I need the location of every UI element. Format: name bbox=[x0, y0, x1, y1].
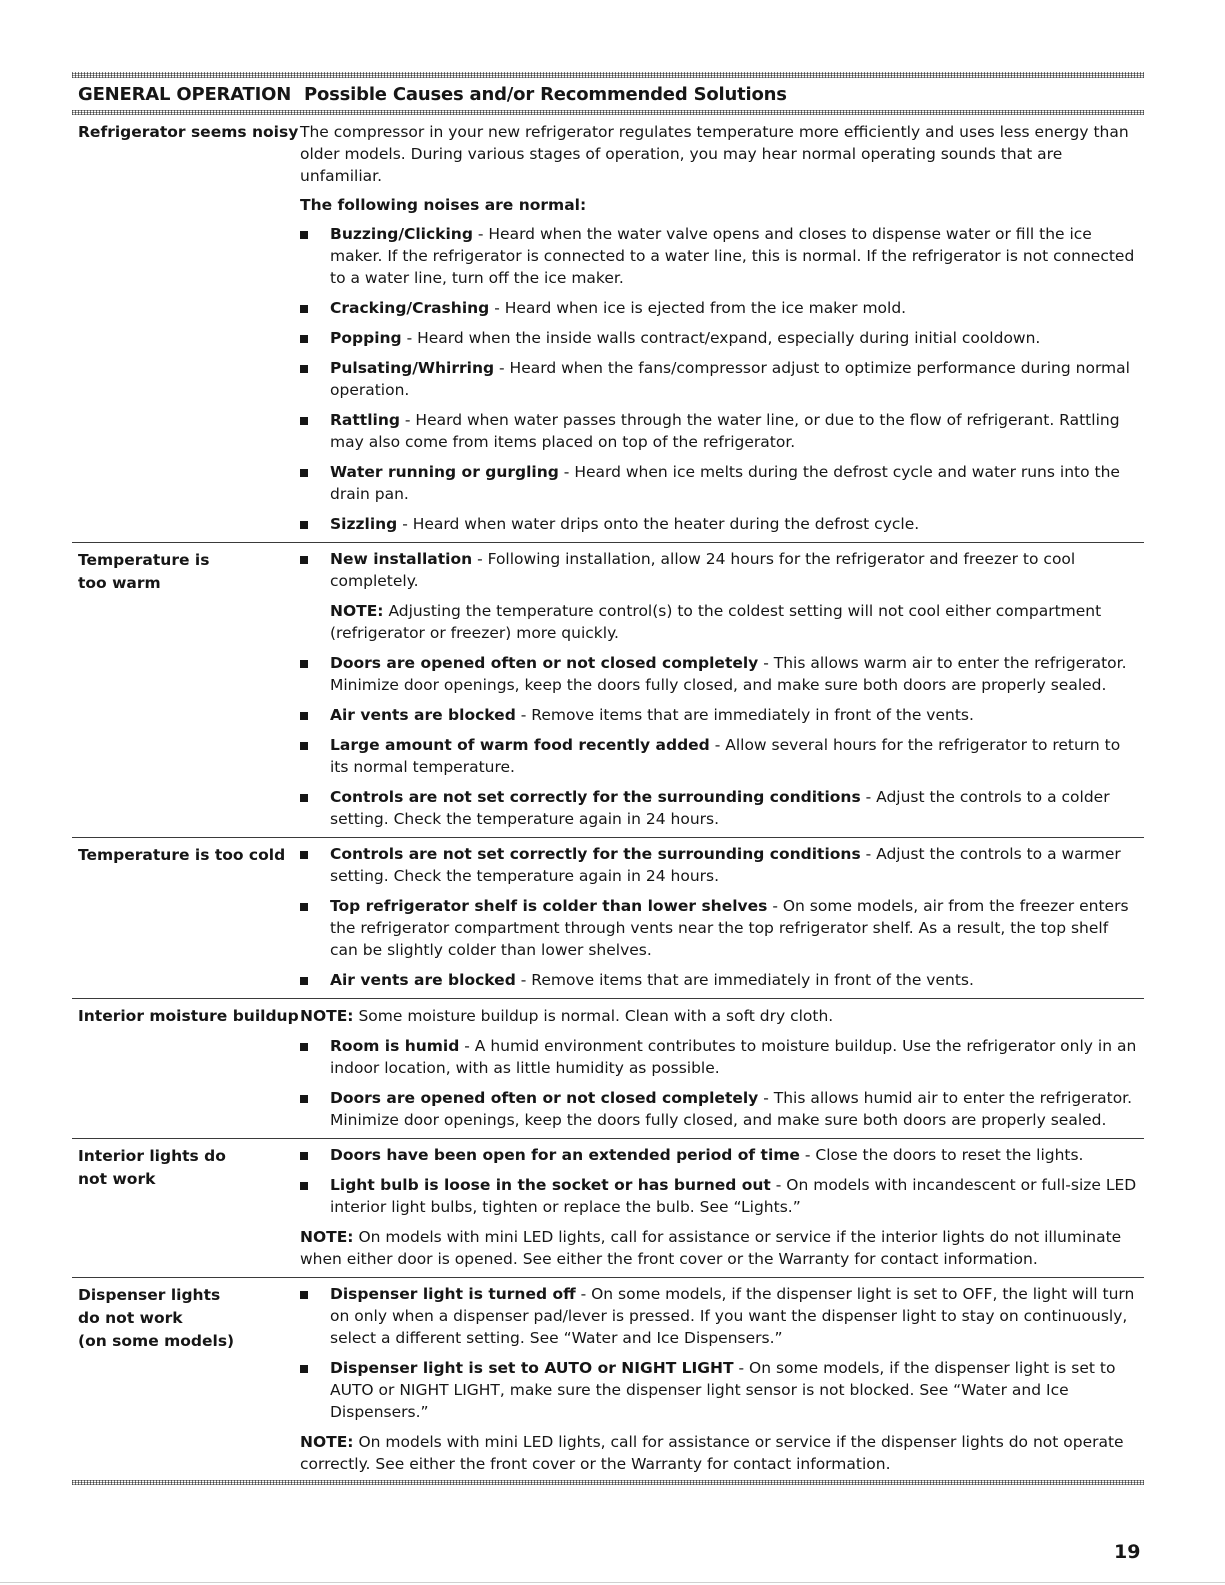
list-item bbox=[300, 461, 1138, 505]
item-text: - Heard when ice melts during the defrost cycle and water runs into the drain pan. bbox=[330, 463, 1120, 503]
list-item bbox=[300, 786, 1138, 830]
note-label: NOTE: bbox=[300, 1007, 354, 1025]
bullet-square-icon bbox=[300, 786, 330, 830]
item-term: Doors are opened often or not closed completely bbox=[330, 1089, 759, 1107]
item-term: Air vents are blocked bbox=[330, 971, 516, 989]
solution-cell bbox=[300, 843, 1144, 993]
item-text: - Heard when water passes through the water line, or due to the flow of refrigerant. Rattling may also come from items placed on top of the refrigerator. bbox=[330, 411, 1120, 451]
item-text: - This allows warm air to enter the refrigerator. Minimize door openings, keep the doors fully closed, and make sure both doors are properly sealed. bbox=[330, 654, 1127, 694]
cause-line: (on some models) bbox=[78, 1332, 235, 1350]
bullet-square-icon bbox=[300, 1174, 330, 1218]
bullet-square-icon bbox=[300, 1283, 330, 1349]
item-text: - Heard when ice is ejected from the ice maker mold. bbox=[489, 299, 907, 317]
item-term: Room is humid bbox=[330, 1037, 460, 1055]
cause-line: Interior moisture buildup bbox=[78, 1007, 299, 1025]
cause-label bbox=[72, 1144, 300, 1272]
item-term: Large amount of warm food recently added bbox=[330, 736, 710, 754]
item-text: - Heard when the fans/compressor adjust to optimize performance during normal operation. bbox=[330, 359, 1130, 399]
item-text: - On models with incandescent or full-size LED interior light bulbs, tighten or replace the bulb. See “Lights.” bbox=[330, 1176, 1137, 1216]
item-term: Water running or gurgling bbox=[330, 463, 559, 481]
header-general-operation: GENERAL OPERATION bbox=[78, 83, 292, 105]
note-label: NOTE: bbox=[300, 1433, 354, 1451]
item-term: Doors have been open for an extended period of time bbox=[330, 1146, 800, 1164]
cause-label bbox=[72, 843, 300, 993]
solution-cell bbox=[300, 1144, 1144, 1272]
list-item bbox=[300, 895, 1138, 961]
item-term: Light bulb is loose in the socket or has burned out bbox=[330, 1176, 771, 1194]
bullet-square-icon bbox=[300, 1035, 330, 1079]
list-item bbox=[300, 843, 1138, 887]
cause-label bbox=[72, 120, 300, 537]
note-text bbox=[300, 1431, 1138, 1475]
bullet-square-icon bbox=[300, 223, 330, 289]
cause-line: Temperature is bbox=[78, 551, 210, 569]
item-text: - Heard when the inside walls contract/expand, especially during initial cooldown. bbox=[401, 329, 1041, 347]
bullet-square-icon bbox=[300, 652, 330, 696]
bullet-square-icon bbox=[300, 734, 330, 778]
item-term: Dispenser light is turned off bbox=[330, 1285, 576, 1303]
item-text: - Adjust the controls to a colder setting. Check the temperature again in 24 hours. bbox=[330, 788, 1110, 828]
cause-line: Dispenser lights bbox=[78, 1286, 221, 1304]
item-term: Top refrigerator shelf is colder than lower shelves bbox=[330, 897, 768, 915]
item-text: - Heard when water drips onto the heater during the defrost cycle. bbox=[397, 515, 920, 533]
list-item bbox=[300, 513, 1138, 535]
bullet-square-icon bbox=[300, 704, 330, 726]
item-term: Cracking/Crashing bbox=[330, 299, 490, 317]
list-item bbox=[300, 1144, 1138, 1166]
note-body: Some moisture buildup is normal. Clean with a soft dry cloth. bbox=[353, 1007, 834, 1025]
item-term: Doors are opened often or not closed completely bbox=[330, 654, 759, 672]
item-term: Controls are not set correctly for the surrounding conditions bbox=[330, 845, 861, 863]
note-text bbox=[300, 1005, 1138, 1027]
item-text: - This allows humid air to enter the refrigerator. Minimize door openings, keep the doors fully closed, and make sure both doors are properly sealed. bbox=[330, 1089, 1133, 1129]
item-term: Controls are not set correctly for the surrounding conditions bbox=[330, 788, 861, 806]
page-number: 19 bbox=[1114, 1541, 1141, 1563]
item-term: Dispenser light is set to AUTO or NIGHT LIGHT bbox=[330, 1359, 734, 1377]
note-text bbox=[300, 1226, 1138, 1270]
bullet-square-icon bbox=[300, 895, 330, 961]
cause-line: too warm bbox=[78, 574, 161, 592]
note-label: NOTE: bbox=[330, 602, 384, 620]
cause-line: Temperature is too cold bbox=[78, 846, 286, 864]
solution-cell bbox=[300, 1004, 1144, 1133]
row-refrigerator-noisy bbox=[72, 115, 1144, 543]
intro-text: The compressor in your new refrigerator regulates temperature more efficiently and uses less energy than older models. During various stages of operation, you may hear normal operating sounds that are unfamiliar. bbox=[300, 123, 1129, 185]
list-item bbox=[300, 1035, 1138, 1079]
item-text: - Allow several hours for the refrigerator to return to its normal temperature. bbox=[330, 736, 1121, 776]
bullet-square-icon bbox=[300, 297, 330, 319]
cause-label bbox=[72, 548, 300, 832]
item-text: - Heard when the water valve opens and closes to dispense water or fill the ice maker. If the refrigerator is connected to a water line, this is normal. If the refrigerator is not connected to a water line, turn off the ice maker. bbox=[330, 225, 1135, 287]
item-term: Pulsating/Whirring bbox=[330, 359, 495, 377]
note-text bbox=[330, 600, 1138, 644]
item-term: Popping bbox=[330, 329, 402, 347]
list-item bbox=[300, 327, 1138, 349]
header-possible-causes: Possible Causes and/or Recommended Solutions bbox=[304, 83, 787, 105]
list-item bbox=[300, 548, 1138, 592]
note-label: NOTE: bbox=[300, 1228, 354, 1246]
cause-line: Refrigerator seems noisy bbox=[78, 123, 299, 141]
bullet-square-icon bbox=[300, 843, 330, 887]
cause-line: do not work bbox=[78, 1309, 183, 1327]
table-header bbox=[72, 78, 1144, 110]
list-item bbox=[300, 1087, 1138, 1131]
item-term: New installation bbox=[330, 550, 473, 568]
list-item bbox=[300, 734, 1138, 778]
item-text: - Remove items that are immediately in front of the vents. bbox=[515, 706, 974, 724]
normal-noises-heading: The following noises are normal: bbox=[300, 196, 587, 214]
bullet-square-icon bbox=[300, 1357, 330, 1423]
bullet-square-icon bbox=[300, 969, 330, 991]
bullet-square-icon bbox=[300, 1087, 330, 1131]
list-item bbox=[300, 652, 1138, 696]
solution-cell bbox=[300, 548, 1144, 832]
row-temperature-too-cold bbox=[72, 838, 1144, 999]
row-dispenser-lights bbox=[72, 1278, 1144, 1480]
item-term: Rattling bbox=[330, 411, 400, 429]
bottom-hatch-rule bbox=[72, 1480, 1144, 1485]
list-item bbox=[300, 1357, 1138, 1423]
note-body: Adjusting the temperature control(s) to the coldest setting will not cool either compartment (refrigerator or freezer) more quickly. bbox=[330, 602, 1102, 642]
list-item bbox=[300, 357, 1138, 401]
item-text: - A humid environment contributes to moisture buildup. Use the refrigerator only in an indoor location, with as little humidity as possible. bbox=[330, 1037, 1137, 1077]
list-item bbox=[300, 1174, 1138, 1218]
list-item bbox=[300, 223, 1138, 289]
item-text: - On some models, air from the freezer enters the refrigerator compartment through vents near the top refrigerator shelf. As a result, the top shelf can be slightly colder than lower shelves. bbox=[330, 897, 1129, 959]
item-text: - Close the doors to reset the lights. bbox=[799, 1146, 1084, 1164]
row-interior-lights bbox=[72, 1139, 1144, 1278]
list-item bbox=[300, 969, 1138, 991]
bullet-square-icon bbox=[300, 1144, 330, 1166]
item-term: Air vents are blocked bbox=[330, 706, 516, 724]
cause-line: not work bbox=[78, 1170, 156, 1188]
cause-label bbox=[72, 1283, 300, 1475]
bullet-square-icon bbox=[300, 409, 330, 453]
troubleshooting-table bbox=[72, 72, 1144, 1485]
bullet-square-icon bbox=[300, 548, 330, 592]
list-item bbox=[300, 704, 1138, 726]
bullet-square-icon bbox=[300, 461, 330, 505]
note-body: On models with mini LED lights, call for assistance or service if the interior lights do not illuminate when either door is opened. See either the front cover or the Warranty for contact information. bbox=[300, 1228, 1122, 1268]
item-text: - Adjust the controls to a warmer setting. Check the temperature again in 24 hours. bbox=[330, 845, 1121, 885]
list-item bbox=[300, 409, 1138, 453]
solution-cell bbox=[300, 120, 1144, 537]
list-item bbox=[300, 297, 1138, 319]
bullet-square-icon bbox=[300, 327, 330, 349]
list-item bbox=[300, 1283, 1138, 1349]
item-text: - On some models, if the dispenser light is set to OFF, the light will turn on only when a dispenser pad/lever is pressed. If you want the dispenser light to stay on continuously, select a different setting. See “Water and Ice Dispensers.” bbox=[330, 1285, 1135, 1347]
item-text: - On some models, if the dispenser light is set to AUTO or NIGHT LIGHT, make sure the dispenser light sensor is not blocked. See “Water and Ice Dispensers.” bbox=[330, 1359, 1116, 1421]
item-term: Sizzling bbox=[330, 515, 398, 533]
cause-line: Interior lights do bbox=[78, 1147, 226, 1165]
item-text: - Remove items that are immediately in front of the vents. bbox=[515, 971, 974, 989]
item-text: - Following installation, allow 24 hours for the refrigerator and freezer to cool completely. bbox=[330, 550, 1076, 590]
note-body: On models with mini LED lights, call for assistance or service if the dispenser lights do not operate correctly. See either the front cover or the Warranty for contact information. bbox=[300, 1433, 1124, 1473]
bullet-square-icon bbox=[300, 513, 330, 535]
solution-cell bbox=[300, 1283, 1144, 1475]
bullet-square-icon bbox=[300, 357, 330, 401]
row-temperature-too-warm bbox=[72, 543, 1144, 838]
row-interior-moisture bbox=[72, 999, 1144, 1139]
item-term: Buzzing/Clicking bbox=[330, 225, 473, 243]
page-bottom-rule bbox=[0, 1582, 1225, 1583]
cause-label bbox=[72, 1004, 300, 1133]
